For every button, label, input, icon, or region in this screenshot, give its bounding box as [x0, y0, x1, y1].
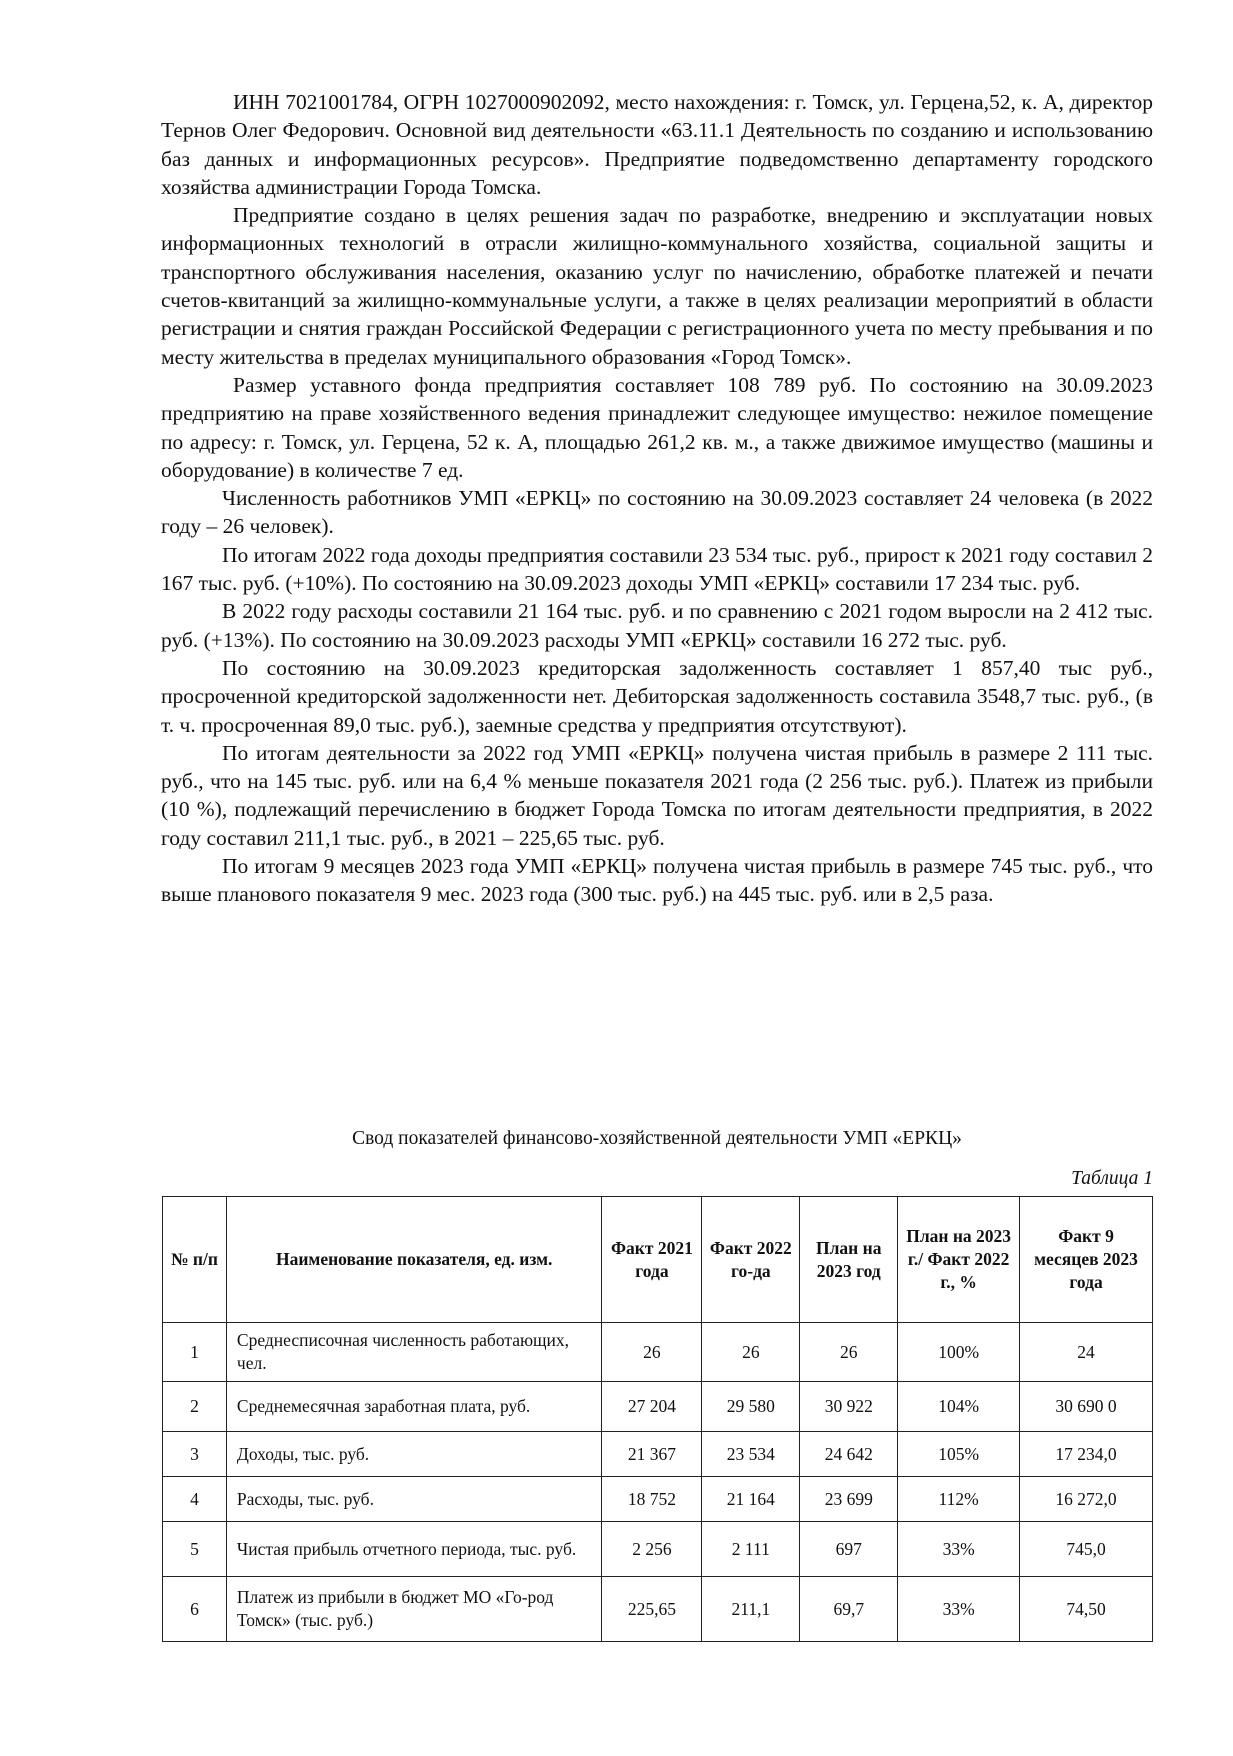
- paragraph-staff: Численность работников УМП «ЕРКЦ» по состоянию на 30.09.2023 составляет 24 человека (в 2022 году – 26 человек).: [161, 486, 1153, 539]
- cell-number: 3: [163, 1432, 227, 1477]
- header-fact-9m-2023: Факт 9 месяцев 2023 года: [1020, 1197, 1153, 1323]
- financial-indicators-table: [162, 1196, 1153, 1642]
- cell-indicator-name: Платеж из прибыли в бюджет МО «Го-род Томск» (тыс. руб.): [226, 1577, 602, 1642]
- cell-fact-2021: 27 204: [602, 1382, 702, 1432]
- header-fact-2021: Факт 2021 года: [602, 1197, 702, 1323]
- cell-plan-vs-fact-pct: 105%: [898, 1432, 1020, 1477]
- cell-indicator-name: Доходы, тыс. руб.: [226, 1432, 602, 1477]
- paragraph-expenses: В 2022 году расходы составили 21 164 тыс. руб. и по сравнению с 2021 годом выросли на 2 412 тыс. руб. (+13%). По состоянию на 30.09.2023 расходы УМП «ЕРКЦ» составили 16 272 тыс. руб.: [161, 599, 1153, 652]
- header-plan-vs-fact-pct: План на 2023 г./ Факт 2022 г., %: [898, 1197, 1020, 1323]
- cell-fact-9m-2023: 745,0: [1020, 1522, 1153, 1577]
- header-plan-2023: План на 2023 год: [800, 1197, 898, 1323]
- paragraph-debts: По состоянию на 30.09.2023 кредиторская задолженность составляет 1 857,40 тыс руб., просроченной кредиторской задолженности нет. Дебиторская задолженность составила 3548,7 тыс. руб., (в т. ч. просроченная 89,0 тыс. руб.), заемные средства у предприятия отсутствуют).: [161, 655, 1153, 737]
- cell-fact-9m-2023: 17 234,0: [1020, 1432, 1153, 1477]
- paragraph-income: По итогам 2022 года доходы предприятия составили 23 534 тыс. руб., прирост к 2021 году составил 2 167 тыс. руб. (+10%). По состоянию на 30.09.2023 доходы УМП «ЕРКЦ» составили 17 234 тыс. руб.: [161, 542, 1153, 596]
- header-indicator-name: Наименование показателя, ед. изм.: [226, 1197, 602, 1323]
- cell-plan-2023: 24 642: [800, 1432, 898, 1477]
- cell-fact-2022: 21 164: [702, 1477, 800, 1522]
- cell-number: 1: [163, 1323, 227, 1382]
- table-row: [163, 1382, 1153, 1432]
- cell-fact-2022: 26: [702, 1323, 800, 1382]
- cell-fact-2022: 211,1: [702, 1577, 800, 1642]
- cell-number: 5: [163, 1522, 227, 1577]
- table-caption: Свод показателей финансово-хозяйственной деятельности УМП «ЕРКЦ»: [352, 1128, 962, 1149]
- cell-fact-2022: 29 580: [702, 1382, 800, 1432]
- table-row: [163, 1522, 1153, 1577]
- paragraph-company-info: ИНН 7021001784, ОГРН 1027000902092, место нахождения: г. Томск, ул. Герцена,52, к. А, директор Тернов Олег Федорович. Основной вид деятельности «63.11.1 Деятельность по созданию и использованию баз данных и информационных ресурсов». Предприятие подведомственно департаменту городского хозяйства администрации Города Томска.: [161, 90, 1153, 199]
- cell-fact-2022: 23 534: [702, 1432, 800, 1477]
- cell-fact-2021: 225,65: [602, 1577, 702, 1642]
- cell-plan-vs-fact-pct: 104%: [898, 1382, 1020, 1432]
- cell-number: 2: [163, 1382, 227, 1432]
- cell-fact-9m-2023: 16 272,0: [1020, 1477, 1153, 1522]
- table-row: [163, 1477, 1153, 1522]
- body-text: [161, 88, 1153, 909]
- cell-fact-2021: 21 367: [602, 1432, 702, 1477]
- table-label: Таблица 1: [1071, 1168, 1153, 1189]
- cell-plan-vs-fact-pct: 33%: [898, 1522, 1020, 1577]
- cell-plan-2023: 26: [800, 1323, 898, 1382]
- cell-plan-2023: 23 699: [800, 1477, 898, 1522]
- cell-fact-2021: 2 256: [602, 1522, 702, 1577]
- cell-plan-vs-fact-pct: 112%: [898, 1477, 1020, 1522]
- header-fact-2022: Факт 2022 го-да: [702, 1197, 800, 1323]
- table-row: [163, 1577, 1153, 1642]
- cell-plan-2023: 697: [800, 1522, 898, 1577]
- cell-fact-2021: 26: [602, 1323, 702, 1382]
- table-row: [163, 1432, 1153, 1477]
- cell-plan-2023: 69,7: [800, 1577, 898, 1642]
- paragraph-capital: Размер уставного фонда предприятия составляет 108 789 руб. По состоянию на 30.09.2023 предприятию на праве хозяйственного ведения принадлежит следующее имущество: нежилое помещение по адресу: г. Томск, ул. Герцена, 52 к. А, площадью 261,2 кв. м., а также движимое имущество (машины и оборудование) в количестве 7 ед.: [161, 372, 1153, 482]
- cell-indicator-name: Расходы, тыс. руб.: [226, 1477, 602, 1522]
- cell-fact-2022: 2 111: [702, 1522, 800, 1577]
- cell-plan-vs-fact-pct: 33%: [898, 1577, 1020, 1642]
- header-number: № п/п: [163, 1197, 227, 1323]
- cell-indicator-name: Среднемесячная заработная плата, руб.: [226, 1382, 602, 1432]
- paragraph-profit-2022: По итогам деятельности за 2022 год УМП «ЕРКЦ» получена чистая прибыль в размере 2 111 тыс. руб., что на 145 тыс. руб. или на 6,4 % меньше показателя 2021 года (2 256 тыс. руб.). Платеж из прибыли (10 %), подлежащий перечислению в бюджет Города Томска по итогам деятельности предприятия, в 2022 году составил 211,1 тыс. руб., в 2021 – 225,65 тыс. руб.: [161, 740, 1153, 850]
- cell-indicator-name: Чистая прибыль отчетного периода, тыс. руб.: [226, 1522, 602, 1577]
- cell-fact-9m-2023: 74,50: [1020, 1577, 1153, 1642]
- cell-fact-9m-2023: 24: [1020, 1323, 1153, 1382]
- cell-fact-9m-2023: 30 690 0: [1020, 1382, 1153, 1432]
- cell-number: 6: [163, 1577, 227, 1642]
- cell-indicator-name: Среднесписочная численность работающих, чел.: [226, 1323, 602, 1382]
- paragraph-purpose: Предприятие создано в целях решения задач по разработке, внедрению и эксплуатации новых информационных технологий в отрасли жилищно-коммунального хозяйства, социальной защиты и транспортного обслуживания населения, оказанию услуг по начислению, обработке платежей и печати счетов-квитанций за жилищно-коммунальные услуги, а также в целях реализации мероприятий в области регистрации и снятия граждан Российской Федерации с регистрационного учета по месту пребывания и по месту жительства в пределах муниципального образования «Город Томск».: [161, 203, 1153, 369]
- cell-number: 4: [163, 1477, 227, 1522]
- cell-fact-2021: 18 752: [602, 1477, 702, 1522]
- table-row: [163, 1323, 1153, 1382]
- cell-plan-2023: 30 922: [800, 1382, 898, 1432]
- paragraph-profit-9m-2023: По итогам 9 месяцев 2023 года УМП «ЕРКЦ» получена чистая прибыль в размере 745 тыс. руб., что выше планового показателя 9 мес. 2023 года (300 тыс. руб.) на 445 тыс. руб. или в 2,5 раза.: [161, 854, 1153, 907]
- table-header-row: [163, 1197, 1153, 1323]
- cell-plan-vs-fact-pct: 100%: [898, 1323, 1020, 1382]
